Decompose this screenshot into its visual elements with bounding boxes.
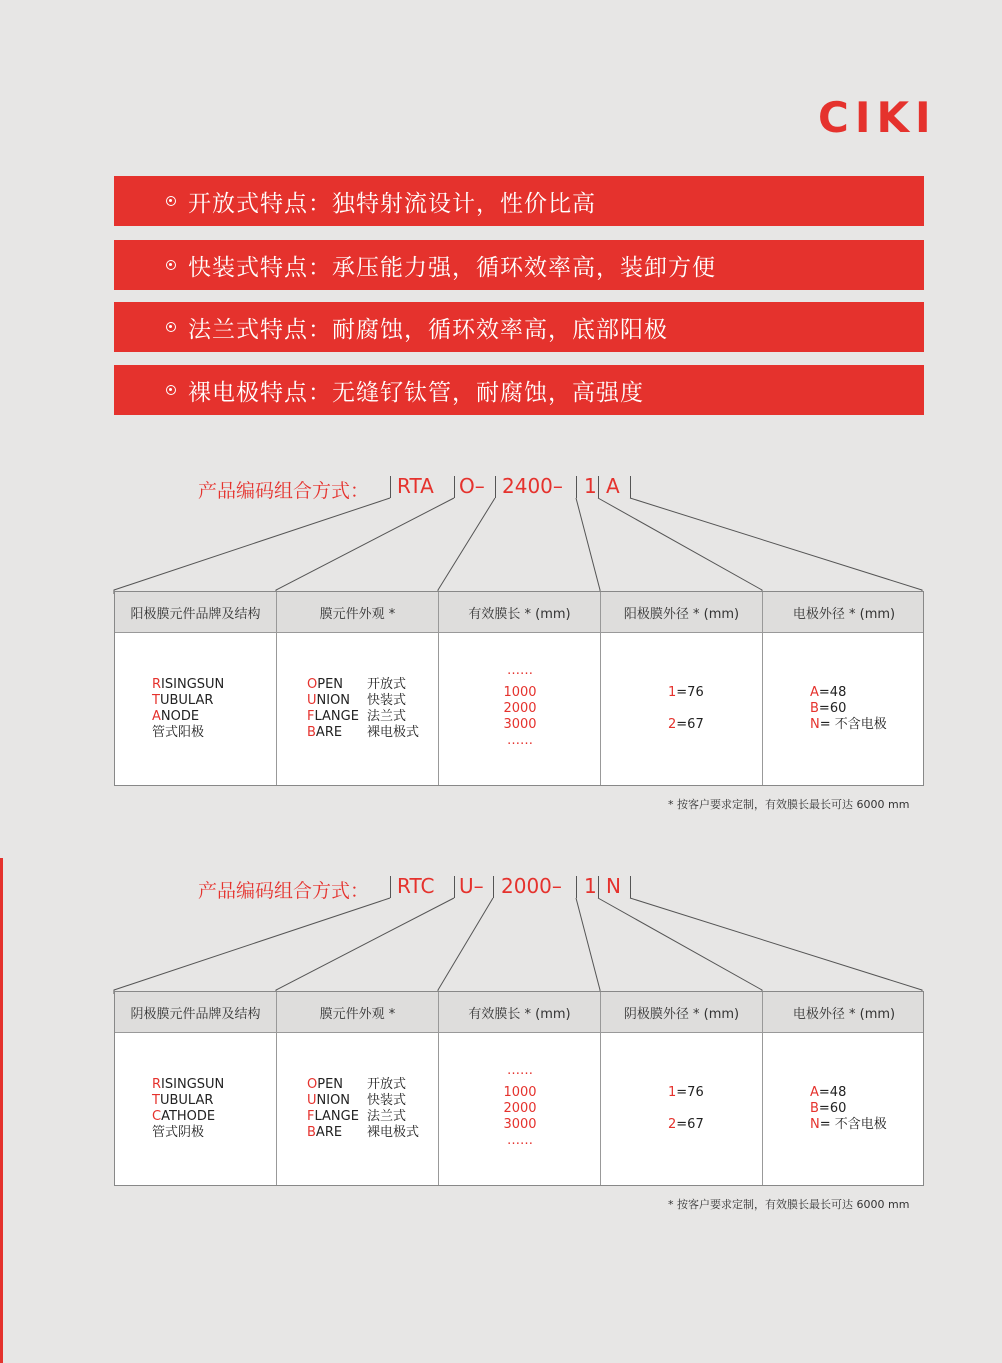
- code-table-anode: [114, 591, 924, 786]
- header-diameter: 阳极膜外径 * (mm): [601, 592, 763, 632]
- code-segment-electrode: N: [606, 874, 621, 898]
- code-segment-appearance: U–: [459, 874, 484, 898]
- bullet-icon: [166, 322, 176, 332]
- header-brand: 阳极膜元件品牌及结构: [115, 592, 277, 632]
- cell-brand: [115, 633, 277, 785]
- header-length: 有效膜长 * (mm): [439, 592, 601, 632]
- code-segment-length: 2000–: [501, 874, 562, 898]
- list-item: CATHODE: [152, 1109, 216, 1124]
- list-item: TUBULAR: [152, 693, 214, 708]
- code-segment-length: 2400–: [502, 474, 563, 498]
- list-item: TUBULAR: [152, 1093, 214, 1108]
- code-segment-diameter: 1: [584, 474, 597, 498]
- list-item: B=60: [810, 701, 847, 716]
- header-length: 有效膜长 * (mm): [439, 992, 601, 1032]
- list-item: RISINGSUN: [152, 677, 225, 692]
- cell-appearance: [277, 1033, 439, 1185]
- header-electrode: 电极外径 * (mm): [792, 1006, 896, 1022]
- list-item: 2=67: [668, 1117, 704, 1132]
- cell-appearance: [277, 633, 439, 785]
- list-item: 1=76: [668, 1085, 704, 1100]
- list-item: OPEN 开放式: [307, 677, 407, 692]
- feature-text: 法兰式特点：耐腐蚀，循环效率高，底部阳极: [188, 316, 668, 343]
- code-segment-brand: RTA: [397, 474, 434, 498]
- brand-logo: CIKI: [818, 93, 937, 142]
- cell-brand: [115, 1033, 277, 1185]
- table-body: [115, 1033, 923, 1185]
- list-item: BARE 裸电极式: [307, 725, 420, 740]
- list-item: BARE 裸电极式: [307, 1125, 420, 1140]
- list-item: FLANGE 法兰式: [307, 1109, 407, 1124]
- list-item: 管式阴极: [152, 1125, 205, 1140]
- feature-bar-open: [114, 176, 924, 226]
- list-item: OPEN 开放式: [307, 1077, 407, 1092]
- list-item: FLANGE 法兰式: [307, 709, 407, 724]
- footnote: * 按客户要求定制，有效膜长最长可达 6000 mm: [668, 1198, 910, 1211]
- cell-diameter: [601, 633, 763, 785]
- code-segment-brand: RTC: [397, 874, 435, 898]
- feature-bar-flange: [114, 302, 924, 352]
- code-title: 产品编码组合方式：: [198, 480, 370, 502]
- table-header: [115, 992, 923, 1033]
- cell-electrode: [763, 1033, 925, 1185]
- list-item: B=60: [810, 1101, 847, 1116]
- code-title: 产品编码组合方式：: [198, 880, 370, 902]
- bullet-icon: [166, 260, 176, 270]
- list-item: 1=76: [668, 685, 704, 700]
- list-item: UNION 快装式: [307, 693, 407, 708]
- feature-text: 快装式特点：承压能力强，循环效率高，装卸方便: [188, 254, 716, 281]
- bullet-icon: [166, 196, 176, 206]
- feature-text: 开放式特点：独特射流设计，性价比高: [188, 190, 596, 217]
- list-item: RISINGSUN: [152, 1077, 225, 1092]
- code-segment-electrode: A: [606, 474, 620, 498]
- feature-bar-bare: [114, 365, 924, 415]
- cell-length: …… 1000 2000 3000 ……: [439, 1033, 601, 1185]
- footnote: * 按客户要求定制，有效膜长最长可达 6000 mm: [668, 798, 910, 811]
- list-item: 2=67: [668, 717, 704, 732]
- bullet-icon: [166, 385, 176, 395]
- header-appearance: 膜元件外观 *: [277, 592, 439, 632]
- connector-lines: [0, 876, 1002, 996]
- header-diameter: 阴极膜外径 * (mm): [601, 992, 763, 1032]
- cell-diameter: [601, 1033, 763, 1185]
- header-brand: 阴极膜元件品牌及结构: [115, 992, 277, 1032]
- table-header: [115, 592, 923, 633]
- list-item: N= 不含电极: [810, 717, 887, 732]
- list-item: UNION 快装式: [307, 1093, 407, 1108]
- list-item: 管式阳极: [152, 725, 205, 740]
- list-item: N= 不含电极: [810, 1117, 887, 1132]
- table-body: [115, 633, 923, 785]
- header-appearance: 膜元件外观 *: [277, 992, 439, 1032]
- feature-text: 裸电极特点：无缝钌钛管，耐腐蚀，高强度: [188, 379, 644, 406]
- code-segment-diameter: 1: [584, 874, 597, 898]
- list-item: ANODE: [152, 709, 200, 724]
- list-item: A=48: [810, 1085, 847, 1100]
- code-segment-appearance: O–: [459, 474, 485, 498]
- feature-bar-quick: [114, 240, 924, 290]
- code-table-cathode: [114, 991, 924, 1186]
- cell-electrode: [763, 633, 925, 785]
- cell-length: …… 1000 2000 3000 ……: [439, 633, 601, 785]
- connector-lines: [0, 476, 1002, 596]
- list-item: A=48: [810, 685, 847, 700]
- header-electrode: 电极外径 * (mm): [792, 606, 896, 622]
